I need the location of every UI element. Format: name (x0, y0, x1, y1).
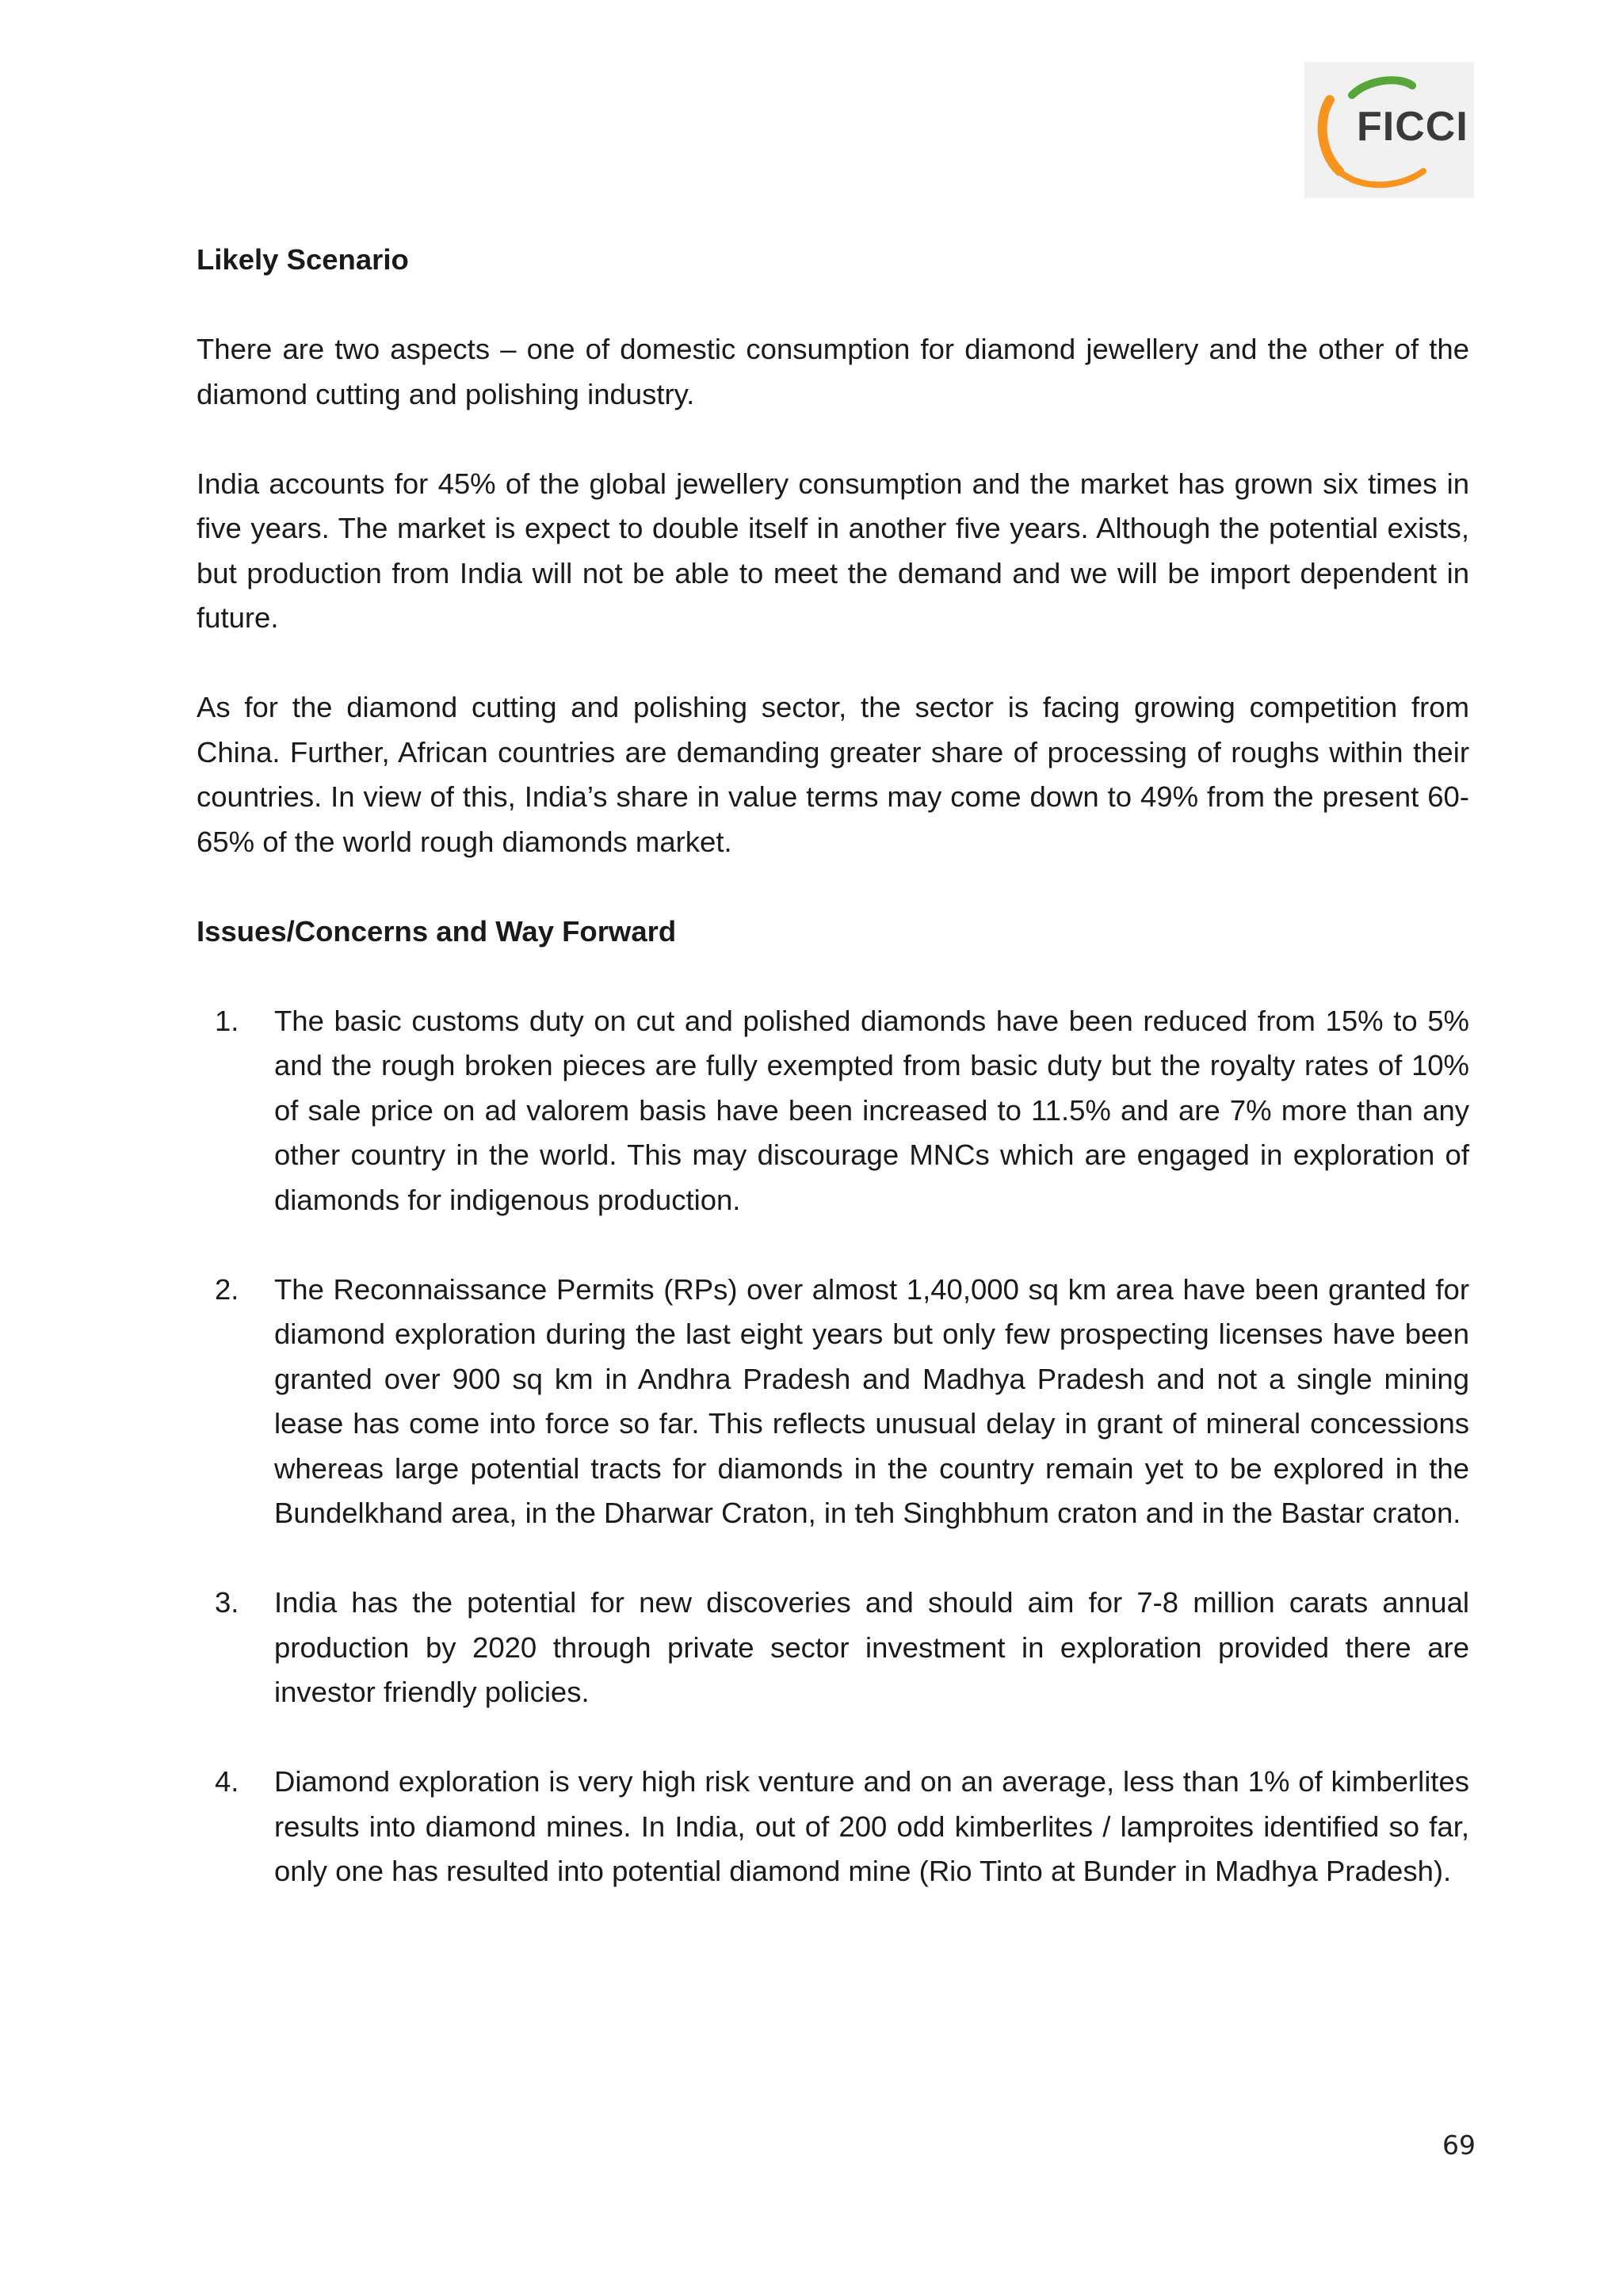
heading-issues-concerns: Issues/Concerns and Way Forward (197, 914, 677, 948)
ficci-logo (1304, 62, 1474, 198)
list-item (197, 1581, 1469, 1715)
list-item-text: The basic customs duty on cut and polished diamonds have been reduced from 15% to 5% and the rough broken pieces are fully exempted from basic duty but the royalty rates of 10% of sale price on ad valorem basis have been increased to 11.5% and are 7% more than any other country in the world. This may discourage MNCs which are engaged in exploration of diamonds for indigenous production. (274, 1004, 1469, 1216)
page-content (197, 238, 1469, 1894)
list-item-text: India has the potential for new discoveries and should aim for 7-8 million carats annual production by 2020 through private sector investment in exploration provided there are investor friendly policies. (274, 1586, 1469, 1708)
logo-text: FICCI (1357, 104, 1468, 150)
list-item-number: 2. (215, 1272, 239, 1306)
list-item-number: 3. (215, 1586, 239, 1619)
list-item-text: Diamond exploration is very high risk venture and on an average, less than 1% of kimberlites results into diamond mines. In India, out of 200 odd kimberlites / lamproites identified so far, only one has resulted into potential diamond mine (Rio Tinto at Bunder in Madhya Pradesh). (274, 1765, 1469, 1887)
list-item-number: 1. (215, 1004, 239, 1037)
list-item (197, 1760, 1469, 1894)
paragraph-cutting-polishing: As for the diamond cutting and polishing sector, the sector is facing growing competition from China. Further, African countries are demanding greater share of processing of roughs within their countries. In view of this, India’s share in value terms may come down to 49% from the present 60-65% of the world rough diamonds market. (197, 691, 1469, 858)
list-item-number: 4. (215, 1765, 239, 1798)
page-number: 69 (1442, 2130, 1476, 2161)
heading-likely-scenario: Likely Scenario (197, 243, 409, 276)
issues-list (197, 999, 1469, 1894)
list-item (197, 999, 1469, 1223)
paragraph-india-consumption: India accounts for 45% of the global jewellery consumption and the market has grown six times in five years. The market is expect to double itself in another five years. Although the potential exists, but production from India will not be able to meet the demand and we will be import dependent in future. (197, 467, 1469, 634)
paragraph-aspects: There are two aspects – one of domestic consumption for diamond jewellery and the other of the diamond cutting and polishing industry. (197, 333, 1469, 410)
list-item (197, 1268, 1469, 1536)
list-item-text: The Reconnaissance Permits (RPs) over almost 1,40,000 sq km area have been granted for diamond exploration during the last eight years but only few prospecting licenses have been granted over 900 sq km in Andhra Pradesh and Madhya Pradesh and not a single mining lease has come into force so far. This reflects unusual delay in grant of mineral concessions whereas large potential tracts for diamonds in the country remain yet to be explored in the Bundelkhand area, in the Dharwar Craton, in teh Singhbhum craton and in the Bastar craton. (274, 1272, 1469, 1529)
